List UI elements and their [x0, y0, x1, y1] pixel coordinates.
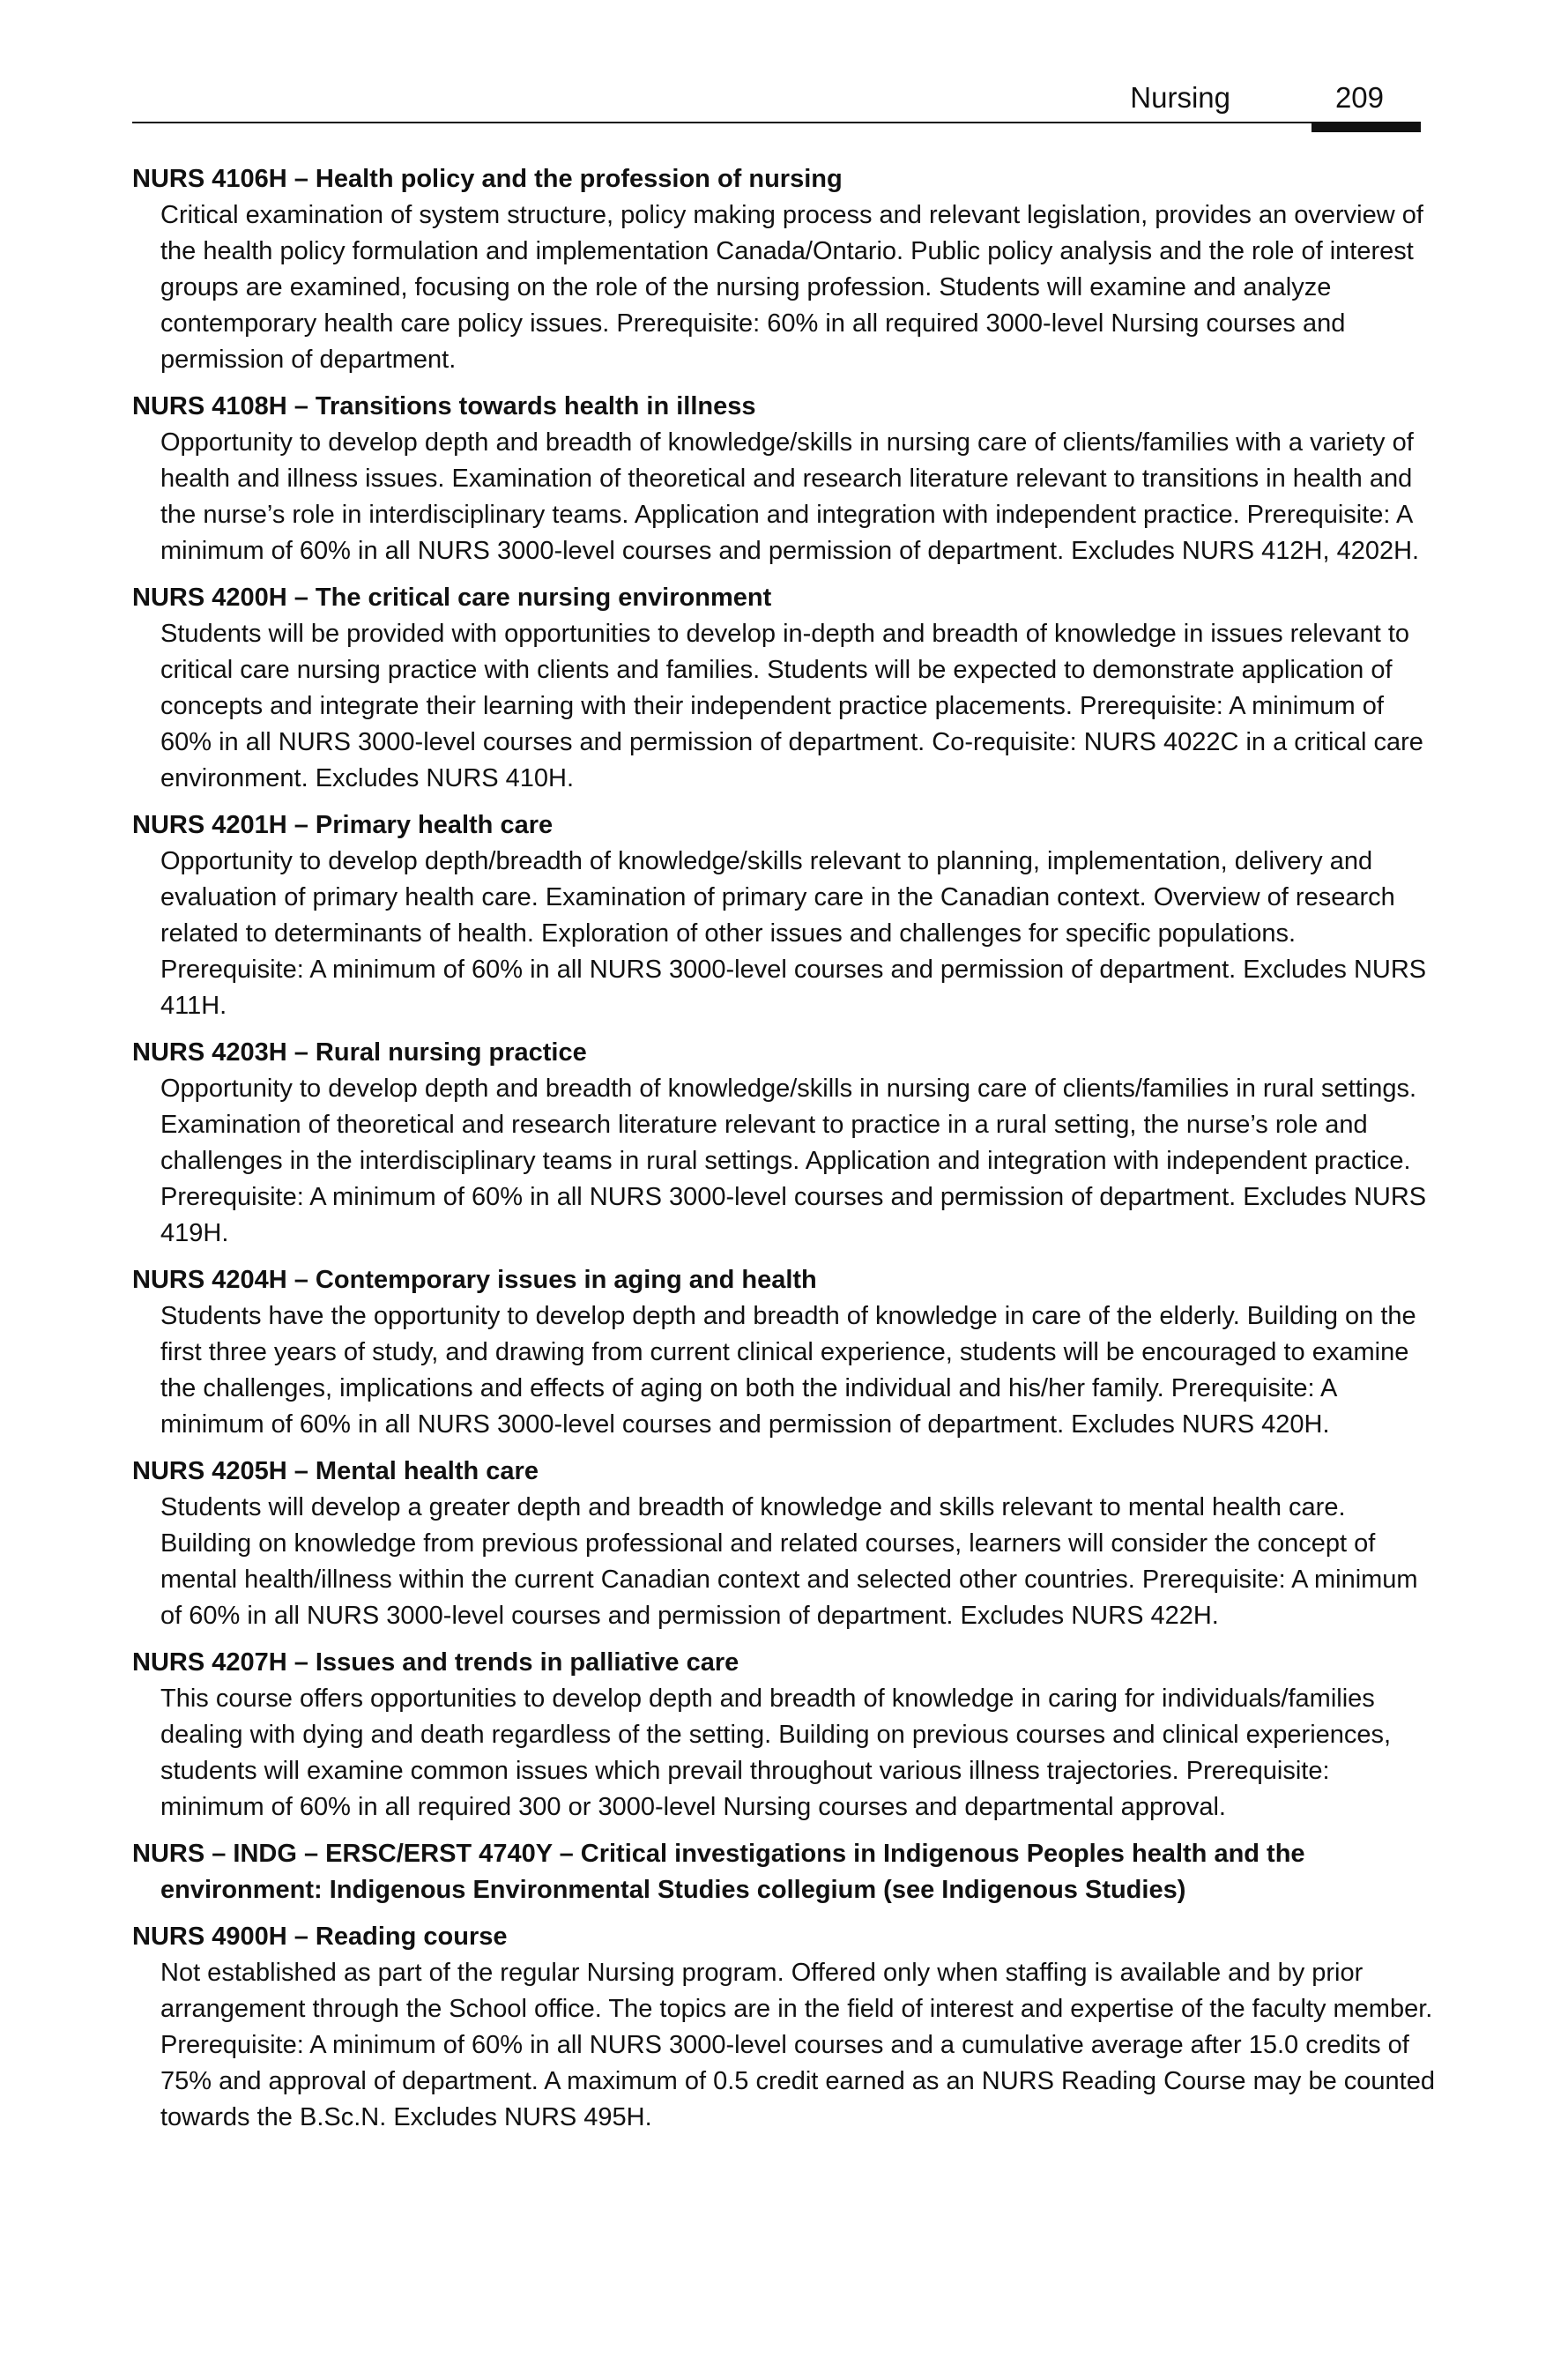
course-entry: [132, 807, 1437, 1024]
course-title: NURS 4203H – Rural nursing practice: [132, 1038, 587, 1067]
course-entry: [132, 161, 1437, 378]
course-title: NURS 4204H – Contemporary issues in aging and health: [132, 1266, 817, 1294]
course-description: Students will develop a greater depth and breadth of knowledge and skills relevant to mental health care. Building on knowledge from previous professional and related courses, learners will consider the concept of mental health/illness within the current Canadian context and selected other countries. Prerequisite: A minimum of 60% in all NURS 3000-level courses and permission of department. Excludes NURS 422H.: [160, 1493, 1418, 1630]
course-description: Critical examination of system structure, policy making process and relevant legislation, provides an overview of the health policy formulation and implementation Canada/Ontario. Public policy analysis and the role of interest groups are examined, focusing on the role of the nursing profession. Students will examine and analyze contemporary health care policy issues. Prerequisite: 60% in all required 3000-level Nursing courses and permission of department.: [160, 201, 1423, 374]
course-title: NURS 4207H – Issues and trends in palliative care: [132, 1648, 739, 1677]
course-list: [132, 161, 1437, 2146]
course-title: NURS 4900H – Reading course: [132, 1923, 508, 1951]
course-title: NURS 4200H – The critical care nursing environment: [132, 584, 772, 612]
course-description: Students will be provided with opportunities to develop in-depth and breadth of knowledge in issues relevant to critical care nursing practice with clients and families. Students will be expected to demonstrate application of concepts and integrate their learning with their independent practice placements. Prerequisite: A minimum of 60% in all NURS 3000-level courses and permission of department. Co-requisite: NURS 4022C in a critical care environment. Excludes NURS 410H.: [160, 620, 1423, 792]
course-entry: [132, 1645, 1437, 1826]
course-description: This course offers opportunities to develop depth and breadth of knowledge in caring for individuals/families dealing with dying and death regardless of the setting. Building on previous courses and clinical experiences, students will examine common issues which prevail throughout various illness trajectories. Prerequisite: minimum of 60% in all required 300 or 3000-level Nursing courses and departmental approval.: [160, 1685, 1392, 1821]
page-number: 209: [1334, 81, 1384, 114]
course-title: NURS 4106H – Health policy and the profession of nursing: [132, 165, 843, 193]
course-entry: [132, 580, 1437, 797]
course-entry: [132, 1454, 1437, 1634]
header-rule: [132, 122, 1421, 123]
course-description: Opportunity to develop depth and breadth of knowledge/skills in nursing care of clients/families in rural settings. Examination of theoretical and research literature relevant to practice in a rural setting, the nurse’s role and challenges in the interdisciplinary teams in rural settings. Application and integration with independent practice. Prerequisite: A minimum of 60% in all NURS 3000-level courses and permission of department. Excludes NURS 419H.: [160, 1075, 1427, 1247]
course-entry: [132, 1035, 1437, 1252]
course-entry: [132, 389, 1437, 569]
course-description: Not established as part of the regular Nursing program. Offered only when staffing is available and by prior arrangement through the School office. The topics are in the field of interest and expertise of the faculty member. Prerequisite: A minimum of 60% in all NURS 3000-level courses and a cumulative average after 15.0 credits of 75% and approval of department. A maximum of 0.5 credit earned as an NURS Reading Course may be counted towards the B.Sc.N. Excludes NURS 495H.: [160, 1959, 1435, 2131]
course-entry: [132, 1262, 1437, 1443]
course-entry: [132, 1836, 1437, 1908]
course-title: NURS 4201H – Primary health care: [132, 811, 554, 839]
header-tab-marker: [1312, 123, 1421, 132]
header-section-title: Nursing: [1130, 81, 1230, 114]
running-header: [132, 78, 1421, 130]
course-entry: [132, 1919, 1437, 2136]
course-title: NURS – INDG – ERSC/ERST 4740Y – Critical investigations in Indigenous Peoples health and the environment: Indigenous Environmental Studies collegium (see Indigenous Studies): [132, 1840, 1305, 1904]
course-description: Students have the opportunity to develop depth and breadth of knowledge in care of the elderly. Building on the first three years of study, and drawing from current clinical experience, students will be encouraged to examine the challenges, implications and effects of aging on both the individual and his/her family. Prerequisite: A minimum of 60% in all NURS 3000-level courses and permission of department. Excludes NURS 420H.: [160, 1302, 1416, 1439]
course-title: NURS 4108H – Transitions towards health in illness: [132, 392, 756, 420]
course-title: NURS 4205H – Mental health care: [132, 1457, 539, 1485]
course-description: Opportunity to develop depth and breadth of knowledge/skills in nursing care of clients/families with a variety of health and illness issues. Examination of theoretical and research literature relevant to transitions in health and the nurse’s role in interdisciplinary teams. Application and integration with independent practice. Prerequisite: A minimum of 60% in all NURS 3000-level courses and permission of department. Excludes NURS 412H, 4202H.: [160, 428, 1420, 565]
course-description: Opportunity to develop depth/breadth of knowledge/skills relevant to planning, implementation, delivery and evaluation of primary health care. Examination of primary care in the Canadian context. Overview of research related to determinants of health. Exploration of other issues and challenges for specific populations. Prerequisite: A minimum of 60% in all NURS 3000-level courses and permission of department. Excludes NURS 411H.: [160, 847, 1427, 1020]
